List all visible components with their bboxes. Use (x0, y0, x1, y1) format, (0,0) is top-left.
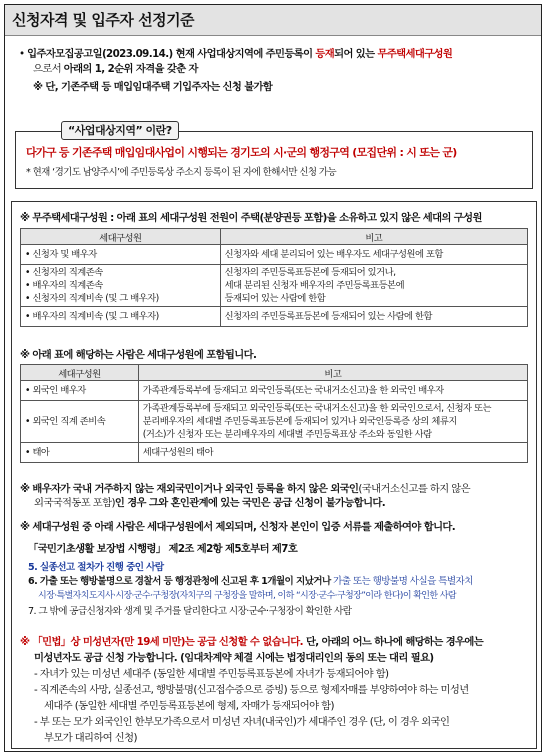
excluded-members-heading: ※ 세대구성원 중 아래 사람은 세대구성원에서 제외되며, 신청자 본인이 입증 서류를 제출하여야 합니다. (20, 521, 456, 533)
member-cell: • 외국인 직계 존비속 (25, 416, 106, 427)
included-member-table (20, 364, 528, 463)
region-definition: 다가구 등 기존주택 매입임대사업이 시행되는 경기도의 시·군의 행정구역 (모집단위 : 시 또는 군) (26, 146, 457, 159)
note-cell: 등재되어 있는 사람에 한함 (224, 293, 326, 304)
list-item: - 직계존속의 사망, 실종선고, 행방불명(신고접수증으로 증빙) 등으로 형제자매를 부양하여야 하는 미성년 (34, 684, 469, 696)
section1-heading: ※ 무주택세대구성원 : 아래 표의 세대구성원 전원이 주택(분양권등 포함)을 소유하고 있지 않은 세대의 구성원 (20, 212, 482, 224)
note-cell: 세대구성원의 태아 (142, 447, 214, 458)
note-cell: 세대 분리된 신청자 배우자의 주민등록표등본에 (224, 280, 405, 291)
note-text: 인 경우 그와 혼인관계에 있는 국민은 공급 신청이 불가능합니다. (114, 497, 386, 509)
table-header: 세대구성원 (21, 365, 139, 381)
member-cell: • 신청자의 직계비속 (및 그 배우자) (25, 293, 159, 304)
member-cell: • 신청자의 직계존속 (25, 267, 103, 278)
list-item-continued: 시장·특별자치도지사·시장·군수·구청장(자치구의 구청장을 말하며, 이하 “시장·군수·구청장”이라 한다)이 확인한 사람 (38, 591, 456, 601)
list-item-text: 가출 또는 행방불명 사실을 특별자치 (330, 576, 473, 587)
table-row (21, 401, 528, 443)
note-cell: 신청자의 주민등록표등본에 등재되어 있는 사람에 한함 (224, 311, 432, 322)
table-row (21, 381, 528, 401)
intro-text: 아래의 1, 2순위 자격을 갖춘 자 (63, 63, 198, 75)
highlight-text: 등재 (315, 48, 335, 60)
region-definition-box (15, 124, 533, 189)
intro-line-2 (19, 62, 534, 77)
minor-text: 단, 아래의 어느 하나에 해당하는 경우에는 (302, 636, 484, 648)
list-item (28, 575, 528, 589)
intro-text: 입주자모집공고일(2023.09.14.) 현재 사업대상지역에 주민등록이 (27, 48, 316, 60)
intro-note: ※ 단, 기존주택 등 매입임대주택 기입주자는 신청 불가함 (33, 81, 273, 93)
note-text: (국내거소신고를 하지 않은 (358, 483, 470, 495)
note-cell: 신청자와 세대 분리되어 있는 배우자도 세대구성원에 포함 (224, 249, 443, 260)
list-item: 7. 그 밖에 공급신청자와 생계 및 주거를 달리한다고 시장·군수·구청장이 확인한 사람 (28, 606, 352, 617)
list-item: - 부 또는 모가 외국인인 한부모가족으로서 미성년 자녀(내국인)가 세대주인 경우 (단, 이 경우 외국인 (34, 716, 450, 728)
document-page (4, 4, 542, 752)
minor-text: 미성년자도 공급 신청 가능합니다. (임대차계약 체결 시에는 법정대리인의 동의 또는 대리 필요) (34, 652, 434, 664)
household-member-table (20, 228, 528, 327)
region-note: * 현재 ‘경기도 남양주시’에 주민등록상 주소지 등록이 된 자에 한해서만 신청 가능 (26, 167, 337, 178)
minor-text: ※ 「민법」상 미성년자(만 19세 미만)는 공급 신청할 수 없습니다. (20, 636, 303, 648)
table-header: 세대구성원 (21, 229, 221, 245)
member-cell: • 외국인 배우자 (25, 385, 86, 396)
spouse-abroad-note (20, 482, 530, 510)
member-cell: • 배우자의 직계존속 (25, 280, 103, 291)
law-reference-block (28, 542, 528, 619)
list-item-text: 6. 가출 또는 행방불명으로 경찰서 등 행정관청에 신고된 후 1개월이 지났거나 (28, 576, 331, 587)
bullet: • (19, 48, 25, 60)
list-item: 5. 실종선고 절차가 진행 중인 사람 (28, 562, 164, 573)
member-cell: • 태아 (25, 447, 50, 458)
intro-text: 으로서 (33, 63, 64, 75)
note-cell: 분리배우자의 세대별 주민등록표등본에 등재되어 있거나 외국인등록증 상의 체류지 (142, 416, 457, 427)
member-cell: • 신청자 및 배우자 (25, 249, 97, 260)
law-reference: 「국민기초생활 보장법 시행령」 제2조 제2항 제5호부터 제7호 (28, 543, 298, 555)
intro-line-1 (19, 47, 534, 62)
minor-applicant-block (20, 634, 530, 746)
intro-block (19, 47, 534, 95)
note-cell: 신청자의 주민등록표등본에 등재되어 있거나, (224, 267, 396, 278)
note-cell: 가족관계등록부에 등재되고 외국인등록(또는 국내거소신고)을 한 외국인으로서, 신청자 또는 (142, 403, 491, 414)
table-row (21, 307, 528, 327)
table-row (21, 245, 528, 265)
note-cell: 가족관계등록부에 등재되고 외국인등록(또는 국내거소신고)을 한 외국인 배우자 (142, 385, 444, 396)
criteria-box (11, 201, 537, 749)
table-row (21, 443, 528, 463)
region-tag: “사업대상지역” 이란? (61, 121, 179, 140)
list-item-continued: 부모가 대리하여 신청) (44, 732, 137, 744)
list-item: - 자녀가 있는 미성년 세대주 (동일한 세대별 주민등록표등본에 자녀가 등재되어야 함) (34, 668, 389, 680)
highlight-text: 무주택세대구성원 (377, 48, 453, 60)
note-cell: (거소)가 신청자 또는 분리배우자의 세대별 주민등록표상 주소와 동일한 사람 (142, 429, 432, 440)
table-row (21, 265, 528, 307)
section2-heading: ※ 아래 표에 해당하는 사람은 세대구성원에 포함됩니다. (20, 349, 257, 361)
intro-text: 되어 있는 (334, 48, 378, 60)
member-cell: • 배우자의 직계비속 (및 그 배우자) (25, 311, 159, 322)
note-text: ※ 배우자가 국내 거주하지 않는 재외국민이거나 외국인 등록을 하지 않은 외국인 (20, 483, 359, 495)
table-header: 비고 (220, 229, 527, 245)
table-header: 비고 (138, 365, 527, 381)
list-item-continued: 세대주 (동일한 세대별 주민등록표등본에 형제, 자매가 등재되어야 함) (44, 700, 334, 712)
note-text: 외국국적동포 포함) (34, 497, 115, 509)
page-title: 신청자격 및 입주자 선정기준 (5, 5, 541, 36)
